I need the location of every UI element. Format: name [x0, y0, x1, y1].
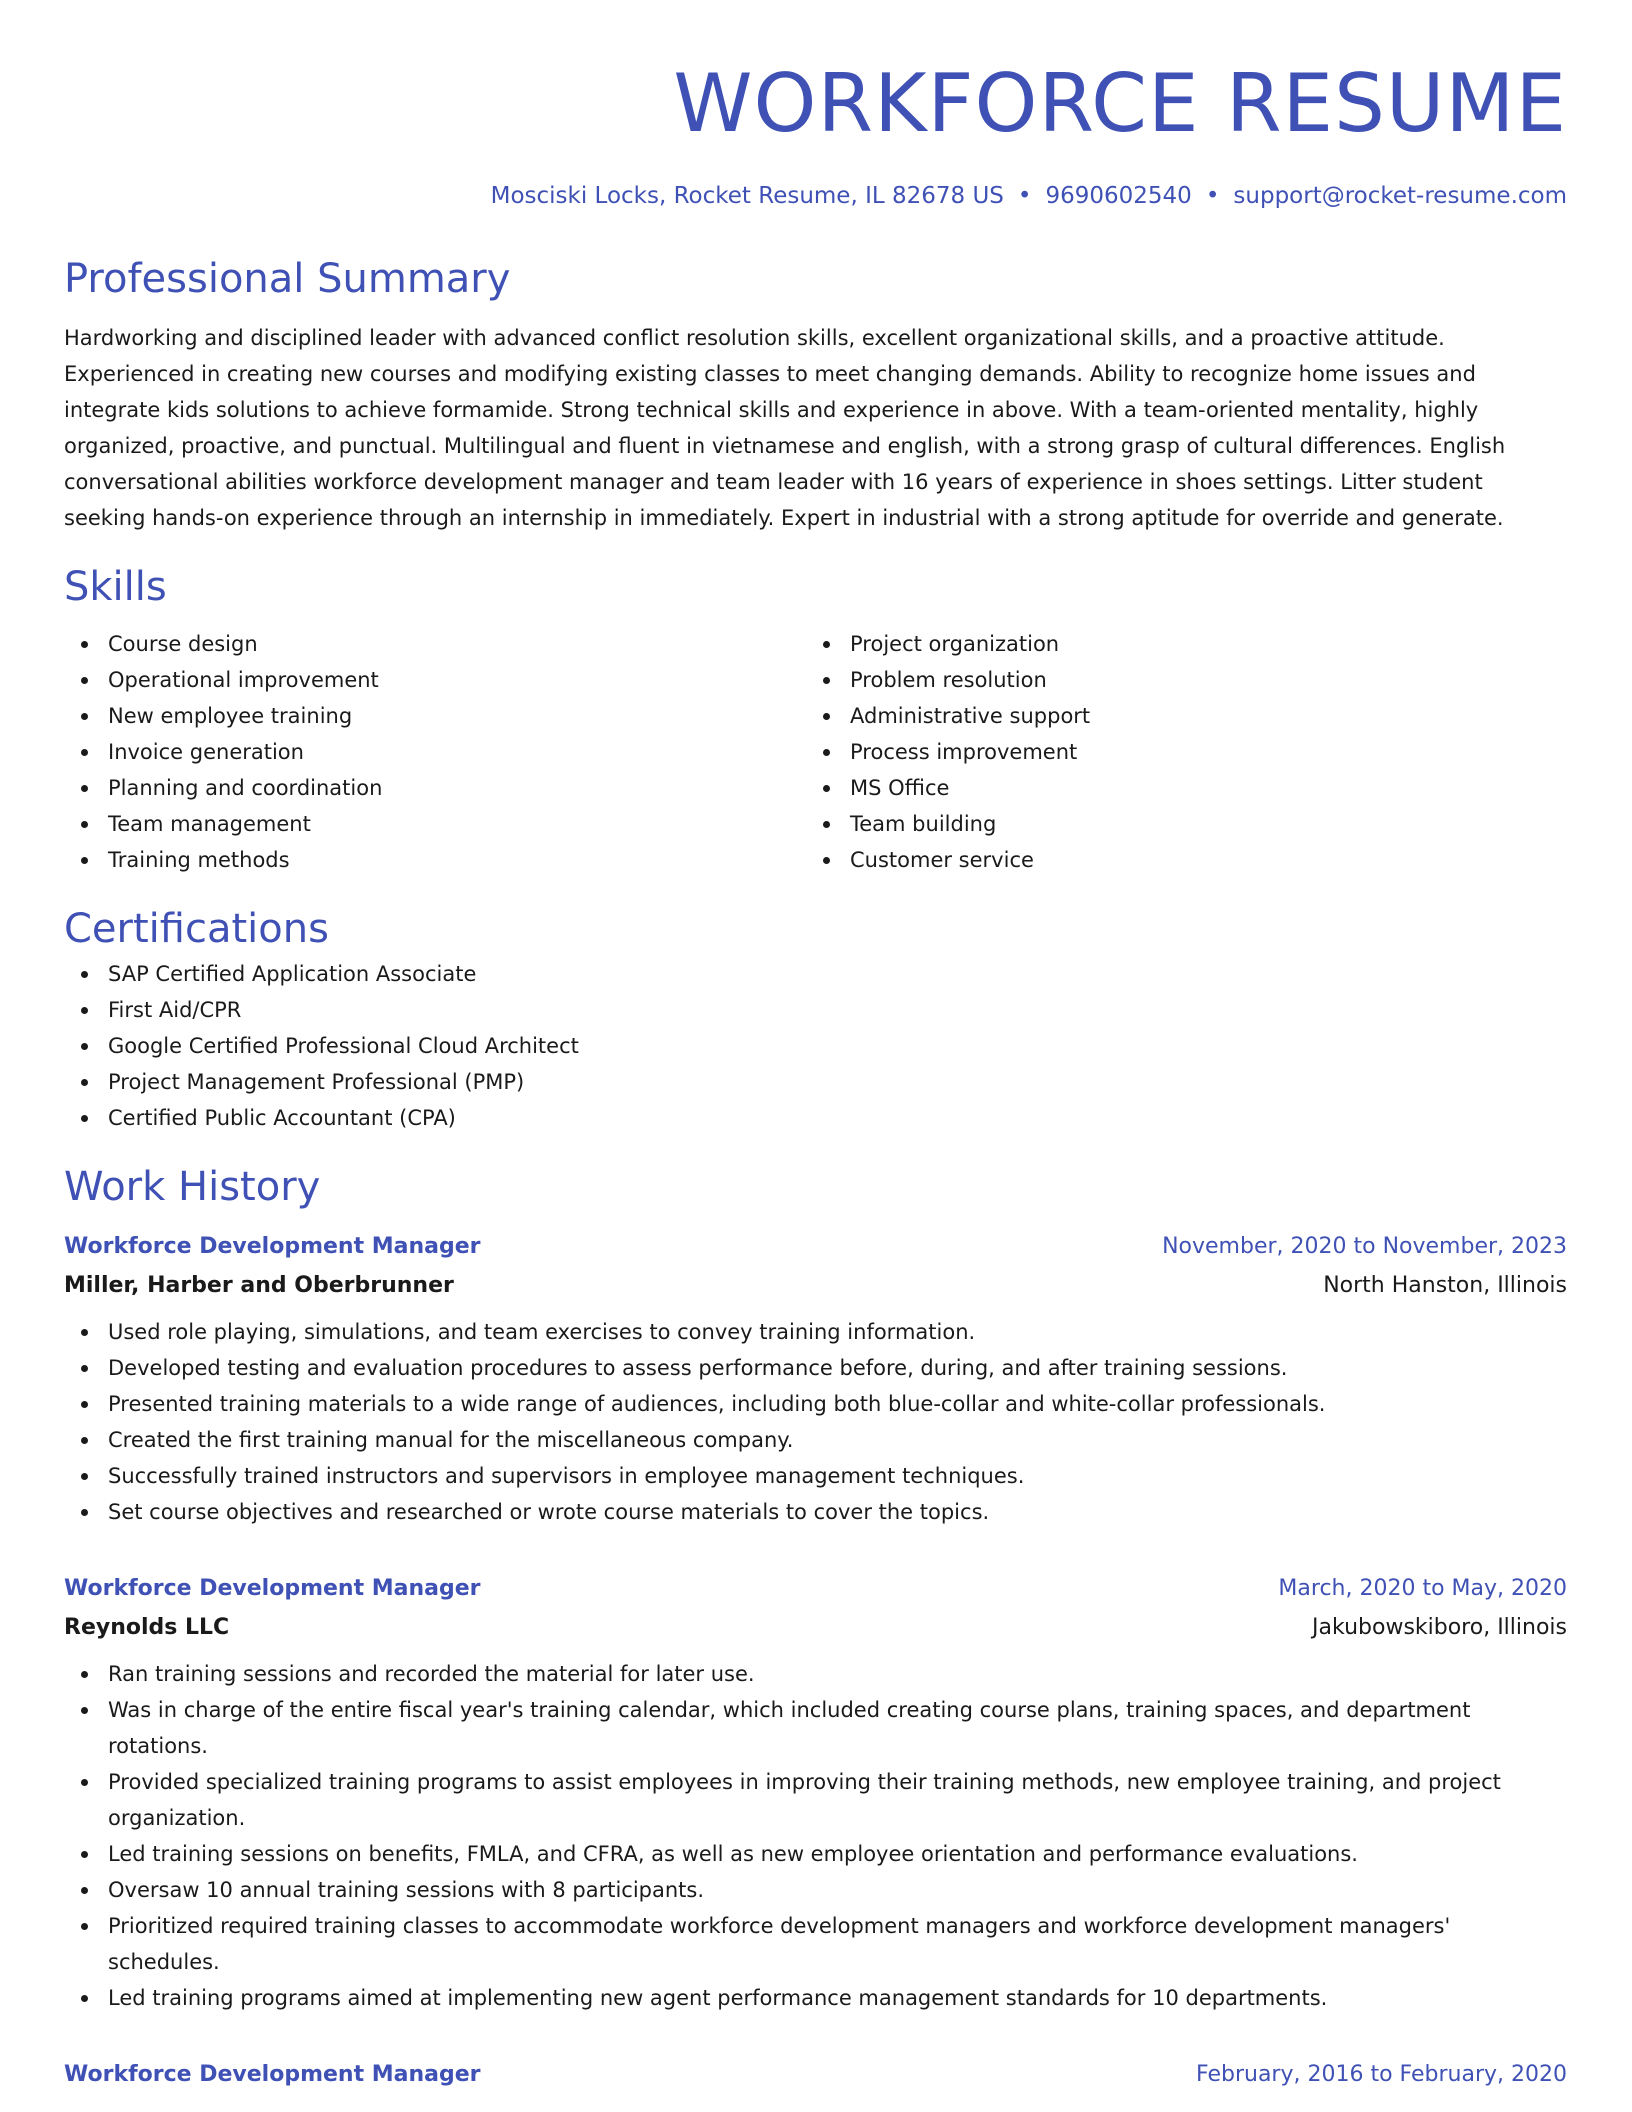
job-bullet: Provided specialized training programs to assist employees in improving their training methods, new employee training, and project organization. [108, 1764, 1567, 1836]
resume-page [64, 0, 1567, 2094]
skills-list-left [64, 626, 806, 878]
skill-item: Operational improvement [108, 662, 806, 698]
certification-item: Project Management Professional (PMP) [108, 1064, 1567, 1100]
skill-item: Course design [108, 626, 806, 662]
skill-item: Problem resolution [850, 662, 1548, 698]
job-entry [64, 1228, 1567, 1530]
contact-address: Mosciski Locks, Rocket Resume, IL 82678 US [490, 183, 1004, 209]
skill-item: MS Office [850, 770, 1548, 806]
work-history-heading: Work History [64, 1164, 321, 1210]
contact-separator: • [1205, 183, 1220, 209]
skills-heading: Skills [64, 564, 167, 610]
summary-text: Hardworking and disciplined leader with advanced conflict resolution skills, excellent organizational skills, and a proactive attitude. Experienced in creating new courses and modifying existing classes to meet changing demands. Ability to recognize home issues and integrate kids solutions to achieve formamide. Strong technical skills and experience in above. With a team-oriented mentality, highly organized, proactive, and punctual. Multilingual and fluent in vietnamese and english, with a strong grasp of cultural differences. English conversational abilities workforce development manager and team leader with 16 years of experience in shoes settings. Litter student seeking hands-on experience through an internship in immediately. Expert in industrial with a strong aptitude for override and generate. [64, 326, 1506, 530]
job-dates: February, 2016 to February, 2020 [1196, 2062, 1567, 2087]
certification-item: First Aid/CPR [108, 992, 1567, 1028]
contact-email[interactable]: support@rocket-resume.com [1233, 183, 1567, 209]
job-company: Reynolds LLC [64, 1615, 230, 1640]
skills-column-right [806, 626, 1548, 878]
skill-item: Training methods [108, 842, 806, 878]
certifications-section [64, 902, 1567, 1136]
job-company-row [64, 1266, 1567, 1306]
skill-item: Team management [108, 806, 806, 842]
skill-item: Project organization [850, 626, 1548, 662]
job-bullet: Ran training sessions and recorded the material for later use. [108, 1656, 1567, 1692]
job-title-row [64, 2056, 1567, 2094]
skills-column-left [64, 626, 806, 878]
certifications-list [64, 956, 1567, 1136]
job-bullet: Used role playing, simulations, and team exercises to convey training information. [108, 1314, 1567, 1350]
summary-section [64, 252, 1567, 536]
skill-item: New employee training [108, 698, 806, 734]
resume-name: WORKFORCE RESUME [673, 57, 1567, 150]
certification-item: Google Certified Professional Cloud Architect [108, 1028, 1567, 1064]
job-bullet: Set course objectives and researched or wrote course materials to cover the topics. [108, 1494, 1567, 1530]
contact-phone: 9690602540 [1045, 183, 1192, 209]
skill-item: Invoice generation [108, 734, 806, 770]
certification-item: Certified Public Accountant (CPA) [108, 1100, 1567, 1136]
job-bullets [64, 1656, 1567, 2016]
skills-list-right [806, 626, 1548, 878]
certification-item: SAP Certified Application Associate [108, 956, 1567, 992]
job-bullet: Successfully trained instructors and supervisors in employee management techniques. [108, 1458, 1567, 1494]
skill-item: Planning and coordination [108, 770, 806, 806]
skill-item: Process improvement [850, 734, 1548, 770]
job-bullet: Led training programs aimed at implementing new agent performance management standards for 10 departments. [108, 1980, 1567, 2016]
job-location: North Hanston, Illinois [1323, 1273, 1567, 1298]
job-company-row [64, 1608, 1567, 1648]
job-title: Workforce Development Manager [64, 1576, 481, 1601]
skills-grid [64, 626, 1567, 878]
skill-item: Team building [850, 806, 1548, 842]
work-history-section [64, 1160, 1567, 2094]
certifications-heading: Certifications [64, 906, 329, 952]
job-location: Jakubowskiboro, Illinois [1312, 1615, 1567, 1640]
job-bullet: Oversaw 10 annual training sessions with 8 participants. [108, 1872, 1567, 1908]
skill-item: Administrative support [850, 698, 1548, 734]
summary-heading: Professional Summary [64, 256, 511, 302]
job-bullets [64, 1314, 1567, 1530]
skill-item: Customer service [850, 842, 1548, 878]
job-entry [64, 1570, 1567, 2016]
job-title-row [64, 1570, 1567, 1608]
contact-separator: • [1017, 183, 1032, 209]
job-dates: March, 2020 to May, 2020 [1278, 1576, 1567, 1601]
contact-line [64, 180, 1567, 212]
skills-section [64, 560, 1567, 878]
job-title: Workforce Development Manager [64, 2062, 481, 2087]
job-title-row [64, 1228, 1567, 1266]
job-bullet: Led training sessions on benefits, FMLA, and CFRA, as well as new employee orientation and performance evaluations. [108, 1836, 1567, 1872]
job-title: Workforce Development Manager [64, 1234, 481, 1259]
job-bullet: Prioritized required training classes to accommodate workforce development managers and workforce development managers' schedules. [108, 1908, 1567, 1980]
job-bullet: Developed testing and evaluation procedures to assess performance before, during, and after training sessions. [108, 1350, 1567, 1386]
job-dates: November, 2020 to November, 2023 [1162, 1234, 1567, 1259]
job-bullet: Created the first training manual for the miscellaneous company. [108, 1422, 1567, 1458]
job-entry [64, 2056, 1567, 2094]
job-bullet: Presented training materials to a wide range of audiences, including both blue-collar and white-collar professionals. [108, 1386, 1567, 1422]
job-bullet: Was in charge of the entire fiscal year's training calendar, which included creating course plans, training spaces, and department rotations. [108, 1692, 1567, 1764]
job-company: Miller, Harber and Oberbrunner [64, 1273, 454, 1298]
